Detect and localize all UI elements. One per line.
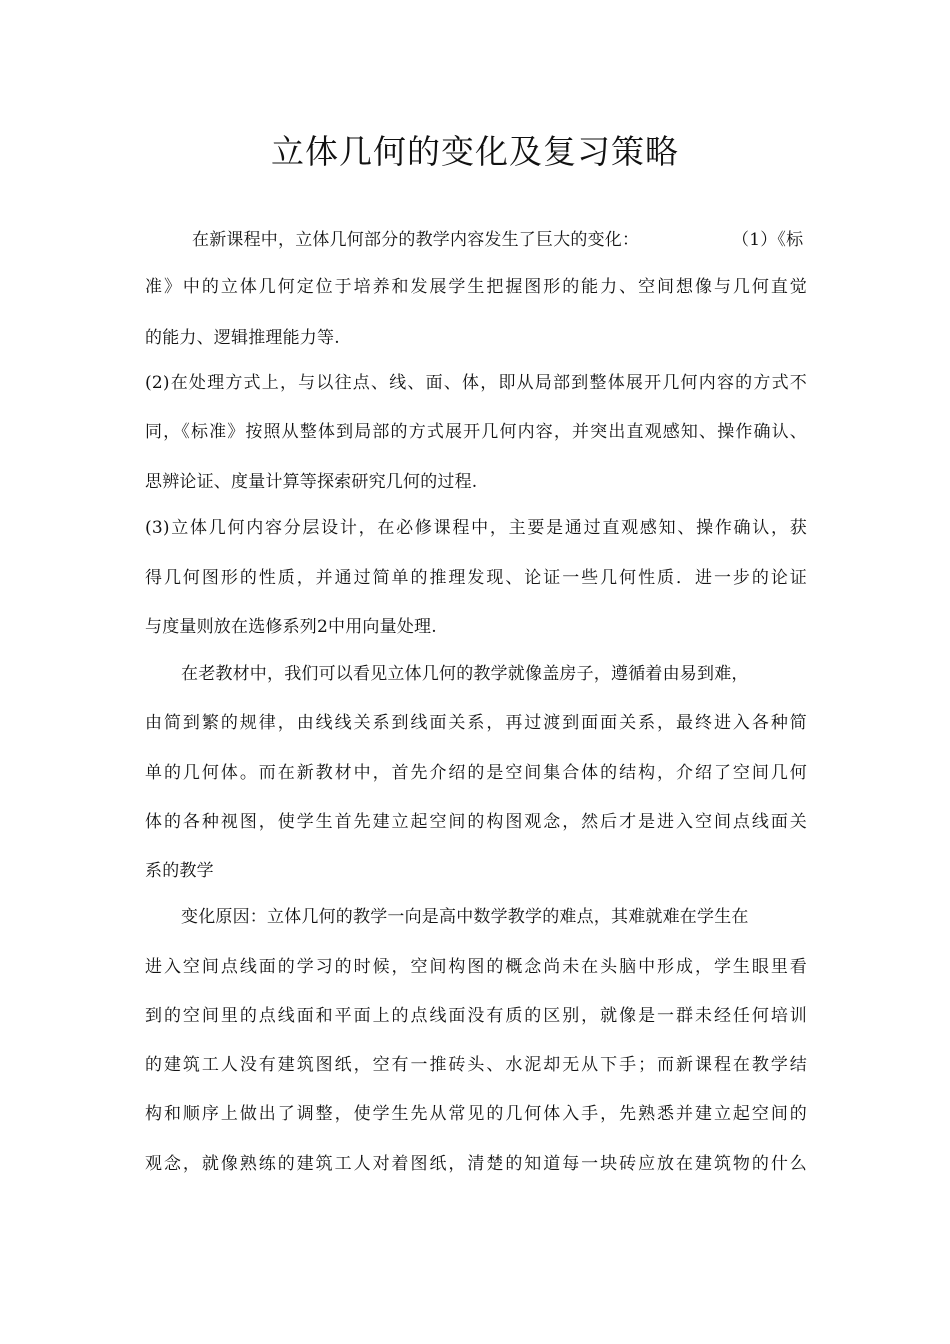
paragraph-line: 得几何图形的性质，并通过简单的推理发现、论证一些几何性质．进一步的论证 bbox=[145, 568, 807, 588]
paragraph-line: 系的教学 bbox=[145, 861, 214, 881]
paragraph-line: 同，《标准》按照从整体到局部的方式展开几何内容，并突出直观感知、操作确认、 bbox=[145, 422, 807, 442]
paragraph-line: 准》中的立体几何定位于培养和发展学生把握图形的能力、空间想像与几何直觉 bbox=[145, 277, 807, 297]
paragraph-line: 在老教材中，我们可以看见立体几何的教学就像盖房子，遵循着由易到难， bbox=[181, 664, 749, 684]
paragraph-line: （1）《标 bbox=[732, 230, 804, 250]
paragraph-line: 变化原因：立体几何的教学一向是高中数学教学的难点，其难就难在学生在 bbox=[181, 907, 749, 927]
paragraph-line: 构和顺序上做出了调整，使学生先从常见的几何体入手，先熟悉并建立起空间的 bbox=[145, 1104, 807, 1124]
document-title: 立体几何的变化及复习策略 bbox=[271, 132, 679, 171]
paragraph-line: (3)立体几何内容分层设计，在必修课程中，主要是通过直观感知、操作确认，获 bbox=[145, 518, 807, 538]
paragraph-line: 观念，就像熟练的建筑工人对着图纸，清楚的知道每一块砖应放在建筑物的什么 bbox=[145, 1154, 807, 1174]
paragraph-line: 进入空间点线面的学习的时候，空间构图的概念尚未在头脑中形成，学生眼里看 bbox=[145, 957, 807, 977]
paragraph-line: 的能力、逻辑推理能力等. bbox=[145, 328, 340, 348]
paragraph-line: 思辨论证、度量计算等探索研究几何的过程. bbox=[145, 472, 478, 492]
paragraph-line: 与度量则放在选修系列2中用向量处理. bbox=[145, 617, 437, 637]
paragraph-line: 的建筑工人没有建筑图纸，空有一推砖头、水泥却无从下手；而新课程在教学结 bbox=[145, 1055, 807, 1075]
paragraph-line: 体的各种视图，使学生首先建立起空间的构图观念，然后才是进入空间点线面关 bbox=[145, 812, 807, 832]
paragraph-line: 单的几何体。而在新教材中，首先介绍的是空间集合体的结构，介绍了空间几何 bbox=[145, 763, 807, 783]
paragraph-line: 在新课程中，立体几何部分的教学内容发生了巨大的变化： bbox=[192, 230, 640, 250]
paragraph-line: 到的空间里的点线面和平面上的点线面没有质的区别，就像是一群未经任何培训 bbox=[145, 1006, 807, 1026]
paragraph-line: (2)在处理方式上，与以往点、线、面、体，即从局部到整体展开几何内容的方式不 bbox=[145, 373, 807, 393]
paragraph-line: 由简到繁的规律，由线线关系到线面关系，再过渡到面面关系，最终进入各种简 bbox=[145, 713, 807, 733]
